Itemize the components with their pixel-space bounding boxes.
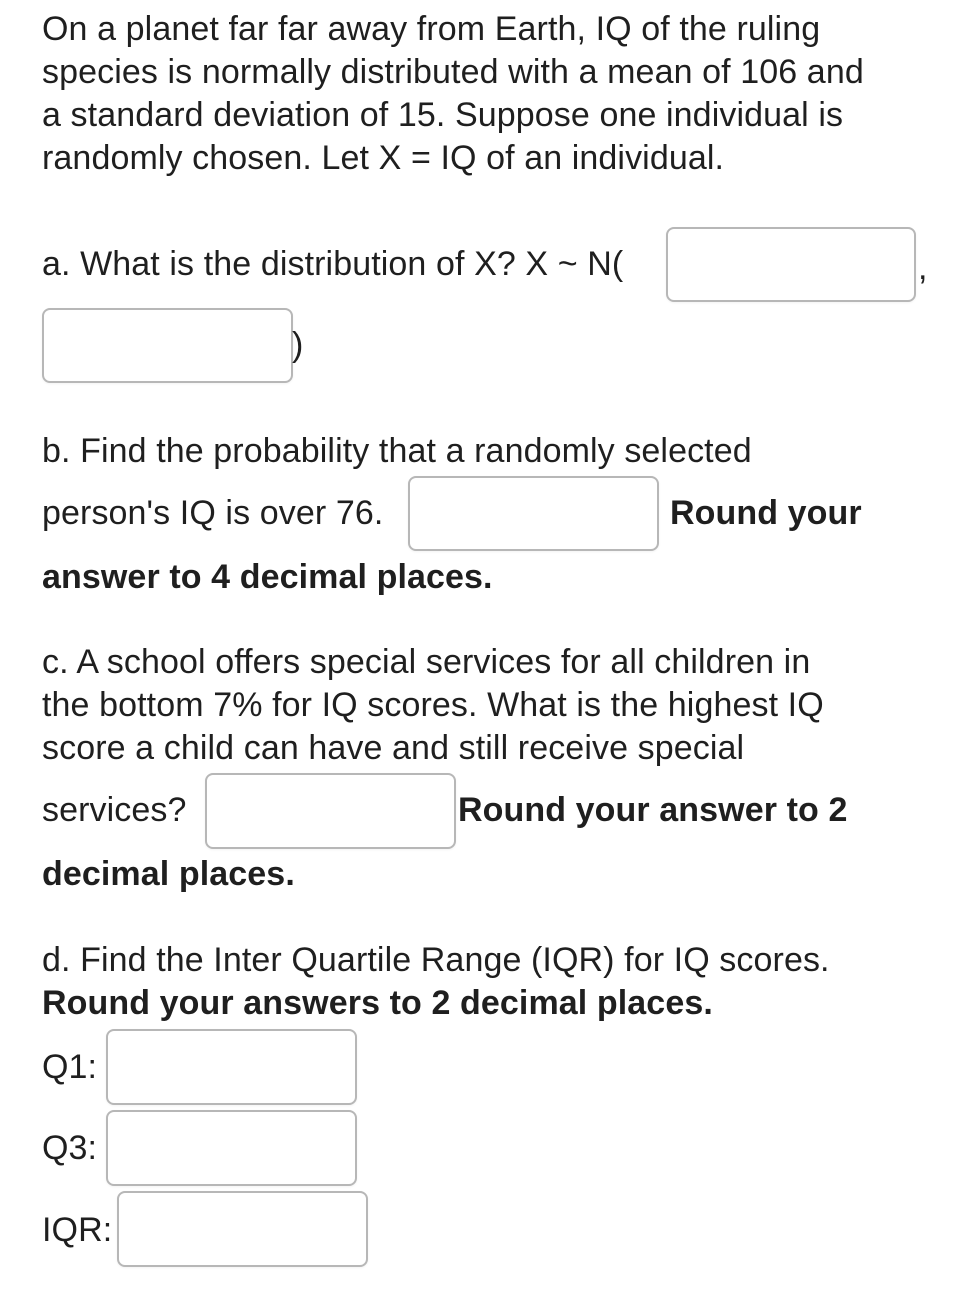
part-a-comma: , — [918, 249, 928, 287]
part-c-line-1: c. A school offers special services for all children in — [42, 643, 811, 681]
part-b-instruction-1: Round your — [670, 494, 862, 532]
part-d-instruction: Round your answers to 2 decimal places. — [42, 984, 713, 1022]
part-c-line-4: services? — [42, 791, 187, 829]
intro-line-4: randomly chosen. Let X = IQ of an individual. — [42, 139, 725, 177]
probability-input[interactable] — [408, 476, 659, 551]
part-b-instruction-2: answer to 4 decimal places. — [42, 558, 493, 596]
part-a-question: a. What is the distribution of X? X ~ N( — [42, 245, 624, 283]
part-c-instruction-2: decimal places. — [42, 855, 295, 893]
q3-label: Q3: — [42, 1129, 98, 1167]
q3-input[interactable] — [106, 1110, 357, 1186]
part-c-line-2: the bottom 7% for IQ scores. What is the highest IQ — [42, 686, 824, 724]
mean-input[interactable] — [666, 227, 916, 302]
cutoff-score-input[interactable] — [205, 773, 456, 849]
iqr-input[interactable] — [117, 1191, 368, 1267]
q1-label: Q1: — [42, 1048, 98, 1086]
part-c-line-3: score a child can have and still receive special — [42, 729, 745, 767]
q1-input[interactable] — [106, 1029, 357, 1105]
part-b-line-2: person's IQ is over 76. — [42, 494, 384, 532]
intro-line-2: species is normally distributed with a mean of 106 and — [42, 53, 864, 91]
iqr-label: IQR: — [42, 1211, 113, 1249]
part-a-close-paren: ) — [292, 326, 304, 364]
intro-line-3: a standard deviation of 15. Suppose one individual is — [42, 96, 844, 134]
sd-input[interactable] — [42, 308, 293, 383]
part-d-line-1: d. Find the Inter Quartile Range (IQR) for IQ scores. — [42, 941, 830, 979]
part-b-line-1: b. Find the probability that a randomly selected — [42, 432, 752, 470]
intro-line-1: On a planet far far away from Earth, IQ of the ruling — [42, 10, 821, 48]
part-c-instruction-1: Round your answer to 2 — [458, 791, 848, 829]
